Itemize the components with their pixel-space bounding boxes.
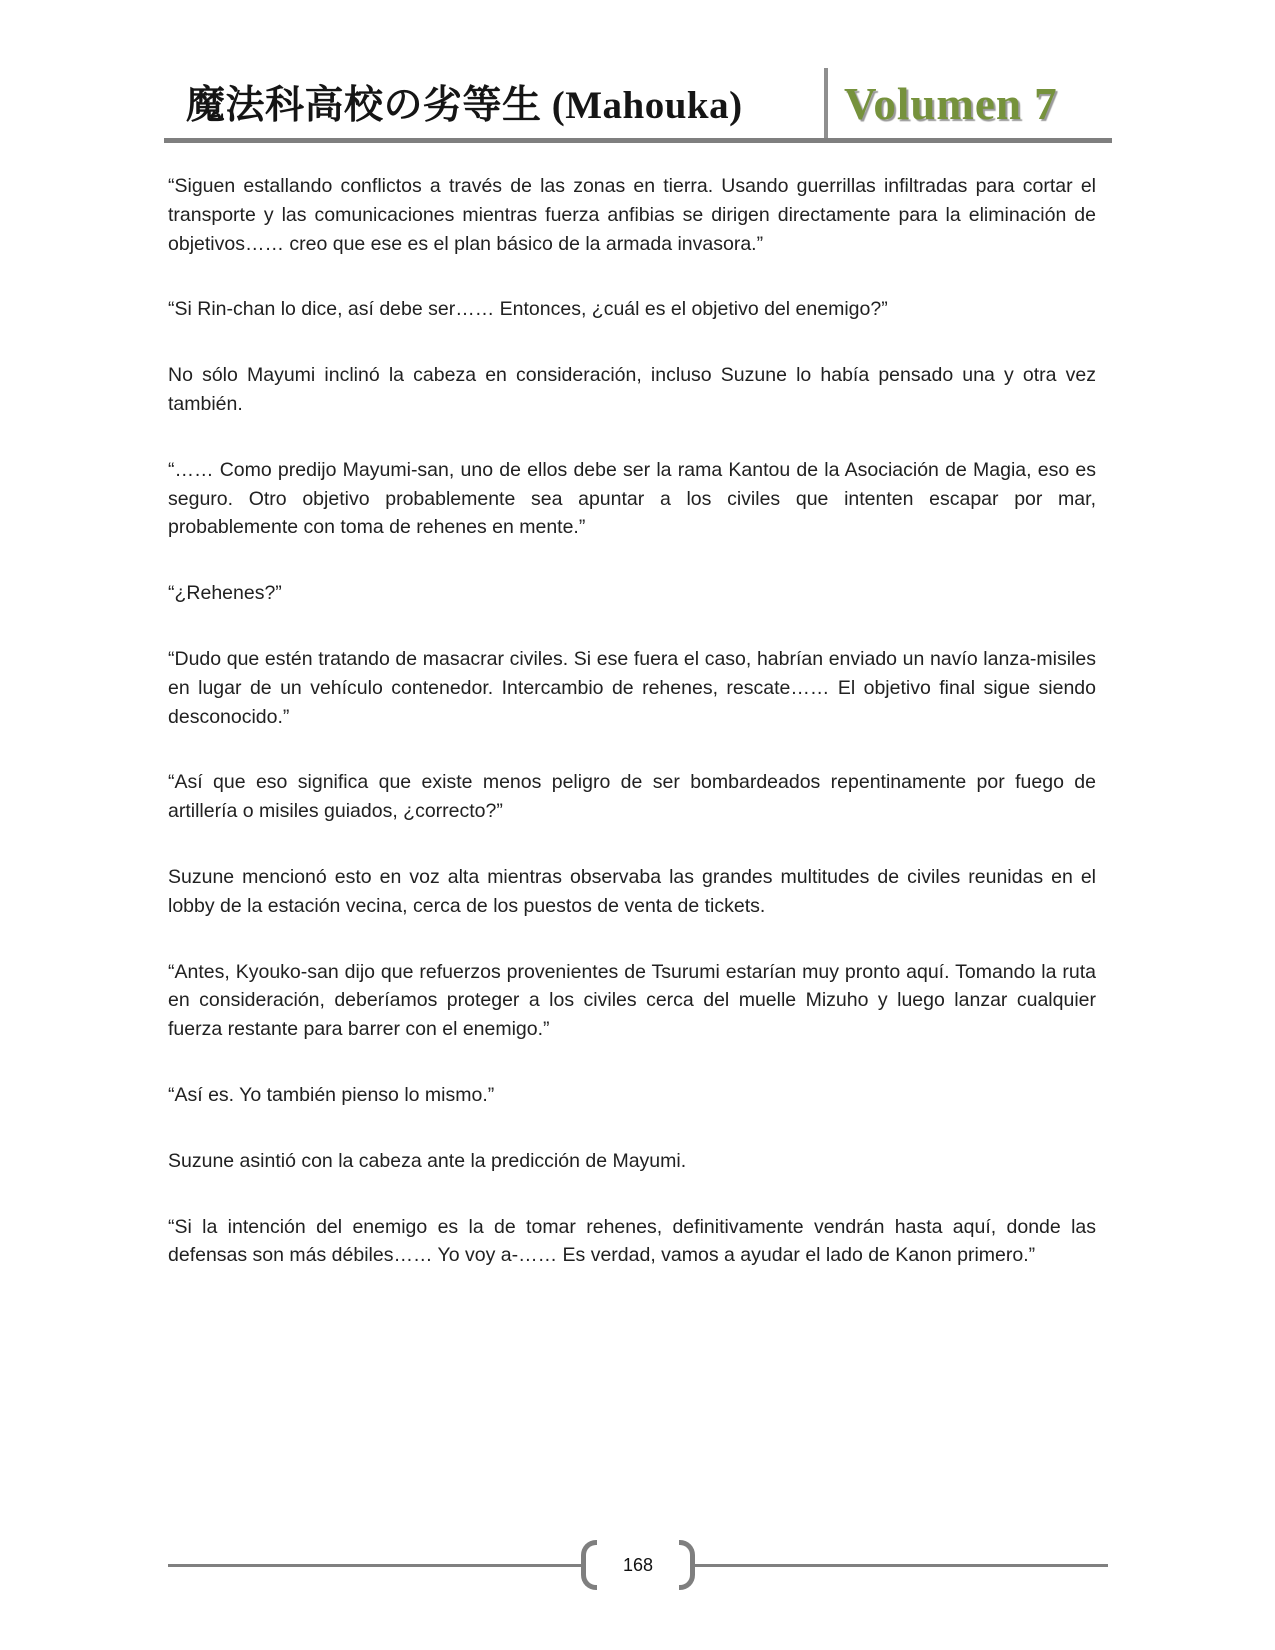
page-footer bbox=[168, 1540, 1108, 1590]
paragraph: Suzune asintió con la cabeza ante la predicción de Mayumi. bbox=[168, 1149, 687, 1172]
paragraph: “¿Rehenes?” bbox=[168, 582, 282, 605]
footer-rule-left bbox=[168, 1564, 581, 1567]
paragraph: “Antes, Kyouko-san dijo que refuerzos provenientes de Tsurumi estarían muy pronto aquí. Tomando la ruta en consideración, deberíamos proteger a los civiles cerca del muelle Mizuho y luego lanzar cualquier fuerza restante para barrer con el enemigo.” bbox=[168, 960, 1096, 1041]
paragraph: “Siguen estallando conflictos a través de las zonas en tierra. Usando guerrillas infiltradas para cortar el transporte y las comunicaciones mientras fuerza anfibias se dirigen directamente para la eliminación de objetivos…… creo que ese es el plan básico de la armada invasora.” bbox=[168, 175, 1096, 255]
volume-label: Volumen 7 bbox=[844, 79, 1058, 129]
body-text bbox=[168, 172, 1096, 1270]
page-number: 168 bbox=[622, 1554, 654, 1575]
left-bracket-icon bbox=[581, 1540, 597, 1590]
paragraph: “Así que eso significa que existe menos peligro de ser bombardeados repentinamente por fuego de artillería o misiles guiados, ¿correcto?” bbox=[168, 771, 1096, 823]
right-bracket-icon bbox=[679, 1540, 695, 1590]
paragraph: Suzune mencionó esto en voz alta mientras observaba las grandes multitudes de civiles reunidas en el lobby de la estación vecina, cerca de los puestos de venta de tickets. bbox=[168, 865, 1096, 917]
paragraph: “Si la intención del enemigo es la de tomar rehenes, definitivamente vendrán hasta aquí, donde las defensas son más débiles…… Yo voy a-…… Es verdad, vamos a ayudar el lado de Kanon primero.” bbox=[168, 1215, 1096, 1267]
paragraph: “Si Rin-chan lo dice, así debe ser…… Entonces, ¿cuál es el objetivo del enemigo?” bbox=[168, 298, 888, 321]
page-title: 魔法科高校の劣等生 (Mahouka) bbox=[186, 84, 743, 127]
paragraph: “Así es. Yo también pienso lo mismo.” bbox=[168, 1083, 495, 1106]
paragraph: No sólo Mayumi inclinó la cabeza en consideración, incluso Suzune lo había pensado una y otra vez también. bbox=[168, 364, 1096, 415]
paragraph: “Dudo que estén tratando de masacrar civiles. Si ese fuera el caso, habrían enviado un navío lanza-misiles en lugar de un vehículo contenedor. Intercambio de rehenes, rescate…… El objetivo final sigue siendo desconocido.” bbox=[168, 647, 1096, 728]
page-header bbox=[164, 68, 1112, 143]
paragraph: “…… Como predijo Mayumi-san, uno de ellos debe ser la rama Kantou de la Asociación de Magia, eso es seguro. Otro objetivo probablemente sea apuntar a los civiles que intenten escapar por mar, probablemente con toma de rehenes en mente.” bbox=[168, 458, 1096, 539]
footer-rule-right bbox=[695, 1564, 1108, 1567]
